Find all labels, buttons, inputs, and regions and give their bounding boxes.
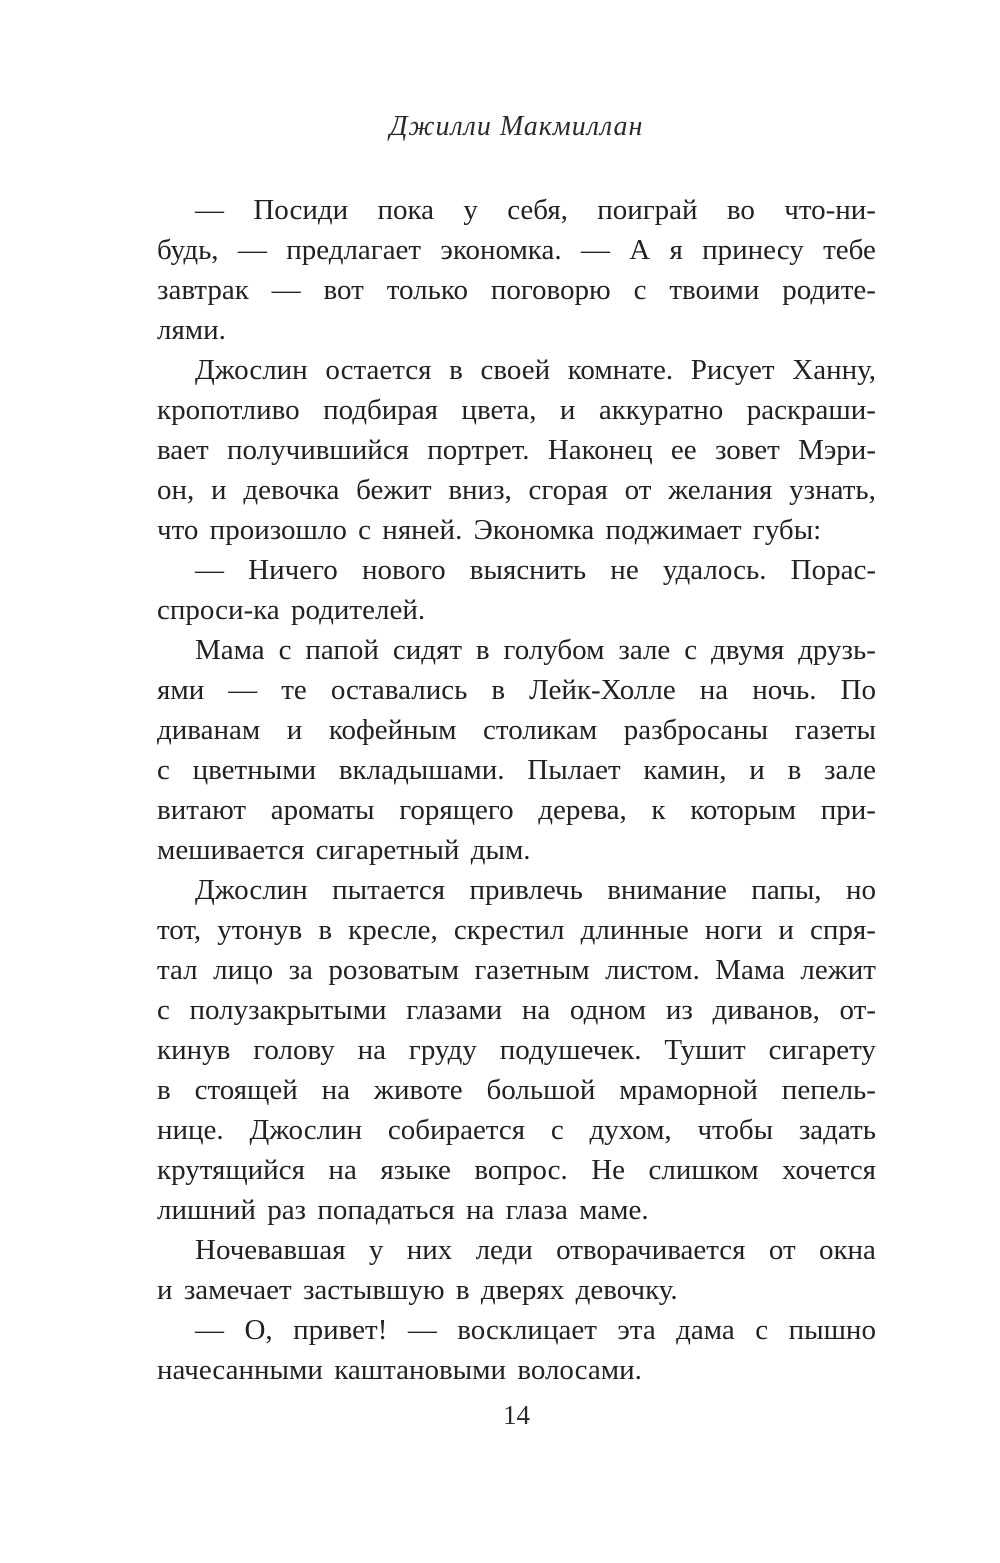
- text-line: ями — те оставались в Лейк-Холле на ночь. По: [157, 674, 876, 706]
- text-line: Мама с папой сидят в голубом зале с двумя друзь-: [195, 634, 876, 666]
- page-number: 14: [503, 1400, 530, 1430]
- text-line: в стоящей на животе большой мраморной пепель-: [157, 1074, 876, 1106]
- text-line: нице. Джослин собирается с духом, чтобы задать: [157, 1114, 876, 1146]
- text-line: вает получившийся портрет. Наконец ее зовет Мэри-: [157, 434, 876, 466]
- text-line: кропотливо подбирая цвета, и аккуратно раскраши-: [157, 394, 876, 426]
- text-line: кинув голову на груду подушечек. Тушит сигарету: [157, 1034, 876, 1066]
- text-line: лишний раз попадаться на глаза маме.: [157, 1194, 649, 1226]
- text-line: крутящийся на языке вопрос. Не слишком хочется: [157, 1154, 876, 1186]
- running-head-author: Джилли Макмиллан: [389, 111, 644, 142]
- text-line: начесанными каштановыми волосами.: [157, 1354, 642, 1386]
- text-line: что произошло с няней. Экономка поджимает губы:: [157, 514, 822, 546]
- text-line: спроси-ка родителей.: [157, 594, 426, 626]
- text-line: — Ничего нового выяснить не удалось. Порас-: [195, 554, 876, 586]
- text-line: будь, — предлагает экономка. — А я принесу тебе: [157, 234, 876, 266]
- text-line: завтрак — вот только поговорю с твоими родите-: [157, 274, 876, 306]
- text-line: с полузакрытыми глазами на одном из диванов, от-: [157, 994, 876, 1026]
- text-line: тот, утонув в кресле, скрестил длинные ноги и спря-: [157, 914, 876, 946]
- text-line: мешивается сигаретный дым.: [157, 834, 531, 866]
- text-line: он, и девочка бежит вниз, сгорая от желания узнать,: [157, 474, 876, 506]
- text-line: Джослин пытается привлечь внимание папы, но: [195, 874, 876, 906]
- text-line: — Посиди пока у себя, поиграй во что-ни-: [195, 194, 876, 226]
- text-line: и замечает застывшую в дверях девочку.: [157, 1274, 678, 1306]
- text-line: лями.: [157, 314, 226, 346]
- text-line: витают ароматы горящего дерева, к которым при-: [157, 794, 876, 826]
- text-line: с цветными вкладышами. Пылает камин, и в зале: [157, 754, 876, 786]
- text-line: Ночевавшая у них леди отворачивается от окна: [195, 1234, 876, 1266]
- text-line: тал лицо за розоватым газетным листом. Мама лежит: [157, 954, 876, 986]
- body-text: [157, 190, 876, 1390]
- text-line: Джослин остается в своей комнате. Рисует Ханну,: [195, 354, 876, 386]
- text-line: диванам и кофейным столикам разбросаны газеты: [157, 714, 876, 746]
- text-line: — О, привет! — восклицает эта дама с пышно: [195, 1314, 876, 1346]
